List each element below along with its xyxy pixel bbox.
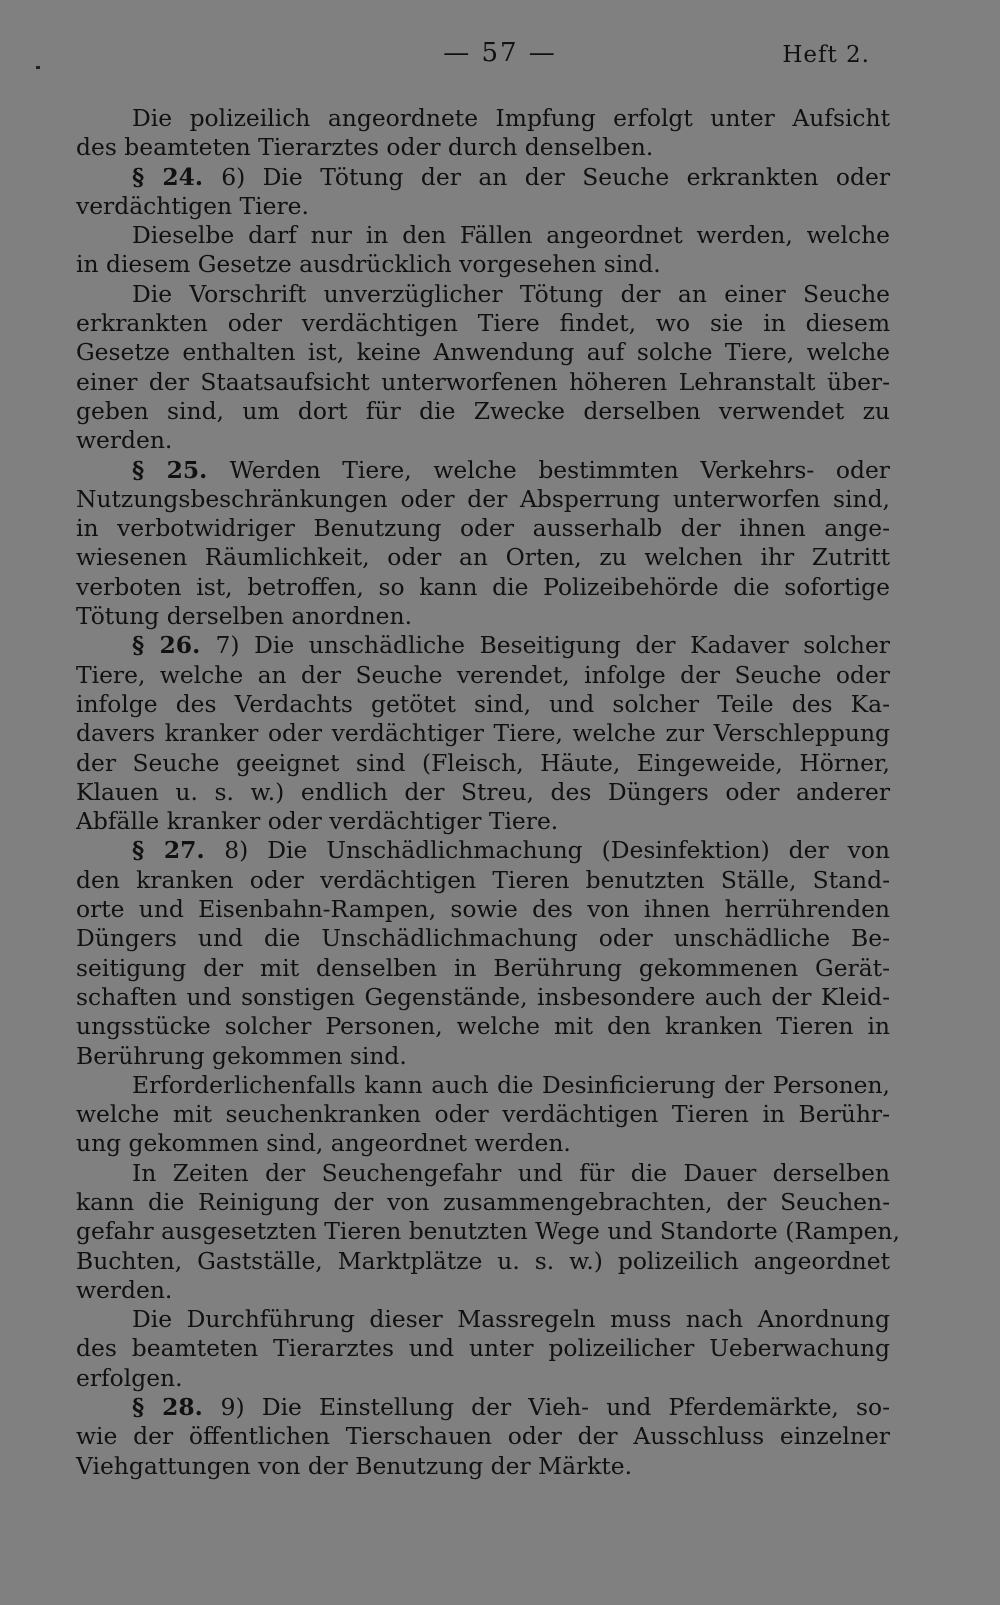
text-line	[76, 1042, 890, 1071]
line-text: kann die Reinigung der von zusammengebrachten, der Seuchen-	[76, 1187, 890, 1216]
text-line	[76, 368, 890, 397]
text-line	[76, 778, 890, 807]
line-text: Buchten, Gastställe, Marktplätze u. s. w.) polizeilich angeordnet	[76, 1246, 890, 1275]
text-line	[76, 719, 890, 748]
text-line	[76, 1012, 890, 1041]
text-line	[76, 983, 890, 1012]
line-text: den kranken oder verdächtigen Tieren benutzten Ställe, Stand-	[76, 865, 890, 894]
text-line	[76, 1188, 890, 1217]
line-text: davers kranker oder verdächtiger Tiere, welche zur Verschleppung	[76, 719, 890, 748]
section-mark: § 27.	[132, 836, 225, 865]
line-text: wie der öffentlichen Tierschauen oder der Ausschluss einzelner	[76, 1422, 890, 1451]
text-line	[76, 456, 890, 485]
line-text: 7) Die unschädliche Beseitigung der Kadaver solcher	[215, 631, 890, 660]
text-line	[76, 1364, 890, 1393]
page-header	[0, 38, 1000, 78]
line-text: Tötung derselben anordnen.	[76, 602, 413, 631]
text-line	[76, 661, 890, 690]
line-text: in verbotwidriger Benutzung oder ausserhalb der ihnen ange-	[76, 514, 890, 543]
line-text: Tiere, welche an der Seuche verendet, infolge der Seuche oder	[76, 660, 890, 689]
line-text: Dieselbe darf nur in den Fällen angeordnet werden, welche	[132, 221, 890, 250]
text-line	[76, 1422, 890, 1451]
text-line	[76, 1276, 890, 1305]
text-line	[76, 1247, 890, 1276]
line-text: seitigung der mit denselben in Berührung gekommenen Gerät-	[76, 953, 890, 982]
line-text: des beamteten Tierarztes und unter polizeilicher Ueberwachung	[76, 1334, 890, 1363]
text-line	[76, 1452, 890, 1481]
text-line	[76, 690, 890, 719]
text-line	[76, 866, 890, 895]
line-text: einer der Staatsaufsicht unterworfenen höheren Lehranstalt über-	[76, 367, 890, 396]
text-line	[76, 602, 890, 631]
text-line	[76, 221, 890, 250]
text-line	[76, 1159, 890, 1188]
line-text: ung gekommen sind, angeordnet werden.	[76, 1129, 571, 1158]
line-text: werden.	[76, 1275, 173, 1304]
line-text: In Zeiten der Seuchengefahr und für die Dauer derselben	[132, 1158, 890, 1187]
section-mark: § 24.	[132, 162, 222, 191]
page-number: — 57 —	[443, 38, 557, 68]
text-line	[76, 250, 890, 279]
text-line	[76, 836, 890, 865]
line-text: schaften und sonstigen Gegenstände, insbesondere auch der Kleid-	[76, 982, 890, 1011]
line-text: verboten ist, betroffen, so kann die Polizeibehörde die sofortige	[76, 572, 890, 601]
line-text: Erforderlichenfalls kann auch die Desinficierung der Personen,	[132, 1070, 890, 1099]
text-line	[76, 924, 890, 953]
line-text: Klauen u. s. w.) endlich der Streu, des Düngers oder anderer	[76, 777, 890, 806]
section-mark: § 26.	[132, 631, 216, 660]
text-line	[76, 573, 890, 602]
text-line	[76, 543, 890, 572]
text-line	[76, 1393, 890, 1422]
text-line	[76, 895, 890, 924]
line-text: Viehgattungen von der Benutzung der Märkte.	[76, 1451, 633, 1480]
text-line	[76, 1217, 900, 1246]
line-text: Werden Tiere, welche bestimmten Verkehrs- oder	[229, 455, 890, 484]
text-line	[76, 514, 890, 543]
text-line	[76, 192, 890, 221]
text-line	[76, 1100, 890, 1129]
line-text: 6) Die Tötung der an der Seuche erkrankten oder	[221, 162, 890, 191]
line-text: geben sind, um dort für die Zwecke derselben verwendet zu	[76, 396, 890, 425]
text-line	[76, 807, 890, 836]
line-text: werden.	[76, 426, 173, 455]
line-text: Die polizeilich angeordnete Impfung erfolgt unter Aufsicht	[132, 104, 890, 132]
text-line	[76, 104, 890, 133]
text-line	[76, 163, 890, 192]
line-text: Gesetze enthalten ist, keine Anwendung auf solche Tiere, welche	[76, 338, 890, 367]
line-text: gefahr ausgesetzten Tieren benutzten Wege und Standorte (Rampen,	[76, 1217, 900, 1246]
text-line	[76, 280, 890, 309]
text-line	[76, 397, 890, 426]
body-text	[76, 104, 900, 1481]
text-line	[76, 309, 890, 338]
text-line	[76, 426, 890, 455]
line-text: der Seuche geeignet sind (Fleisch, Häute, Eingeweide, Hörner,	[76, 748, 890, 777]
text-line	[76, 485, 890, 514]
line-text: welche mit seuchenkranken oder verdächtigen Tieren in Berühr-	[76, 1100, 890, 1129]
issue-label: Heft 2.	[782, 42, 870, 68]
text-line	[76, 631, 890, 660]
line-text: Die Durchführung dieser Massregeln muss nach Anordnung	[132, 1305, 890, 1334]
line-text: orte und Eisenbahn-Rampen, sowie des von ihnen herrührenden	[76, 895, 890, 924]
text-line	[76, 338, 890, 367]
line-text: in diesem Gesetze ausdrücklich vorgesehen sind.	[76, 250, 661, 279]
text-line	[76, 133, 890, 162]
line-text: wiesenen Räumlichkeit, oder an Orten, zu welchen ihr Zutritt	[76, 543, 890, 572]
line-text: Abfälle kranker oder verdächtiger Tiere.	[76, 807, 559, 836]
line-text: Berührung gekommen sind.	[76, 1041, 407, 1070]
line-text: Die Vorschrift unverzüglicher Tötung der an einer Seuche	[132, 279, 890, 308]
text-line	[76, 1334, 890, 1363]
text-line	[76, 1305, 890, 1334]
line-text: Düngers und die Unschädlichmachung oder unschädliche Be-	[76, 924, 890, 953]
line-text: 9) Die Einstellung der Vieh- und Pferdemärkte, so-	[220, 1393, 890, 1422]
section-mark: § 25.	[132, 455, 230, 484]
line-text: infolge des Verdachts getötet sind, und solcher Teile des Ka-	[76, 689, 890, 718]
section-mark: § 28.	[132, 1393, 221, 1422]
text-line	[76, 954, 890, 983]
text-line	[76, 749, 890, 778]
line-text: 8) Die Unschädlichmachung (Desinfektion) der von	[224, 836, 890, 865]
text-line	[76, 1071, 890, 1100]
text-line	[76, 1129, 890, 1158]
line-text: erkrankten oder verdächtigen Tiere findet, wo sie in diesem	[76, 309, 890, 338]
line-text: verdächtigen Tiere.	[76, 191, 309, 220]
line-text: ungsstücke solcher Personen, welche mit den kranken Tieren in	[76, 1012, 890, 1041]
line-text: des beamteten Tierarztes oder durch denselben.	[76, 133, 654, 162]
line-text: erfolgen.	[76, 1363, 183, 1392]
line-text: Nutzungsbeschränkungen oder der Absperrung unterworfen sind,	[76, 484, 890, 513]
